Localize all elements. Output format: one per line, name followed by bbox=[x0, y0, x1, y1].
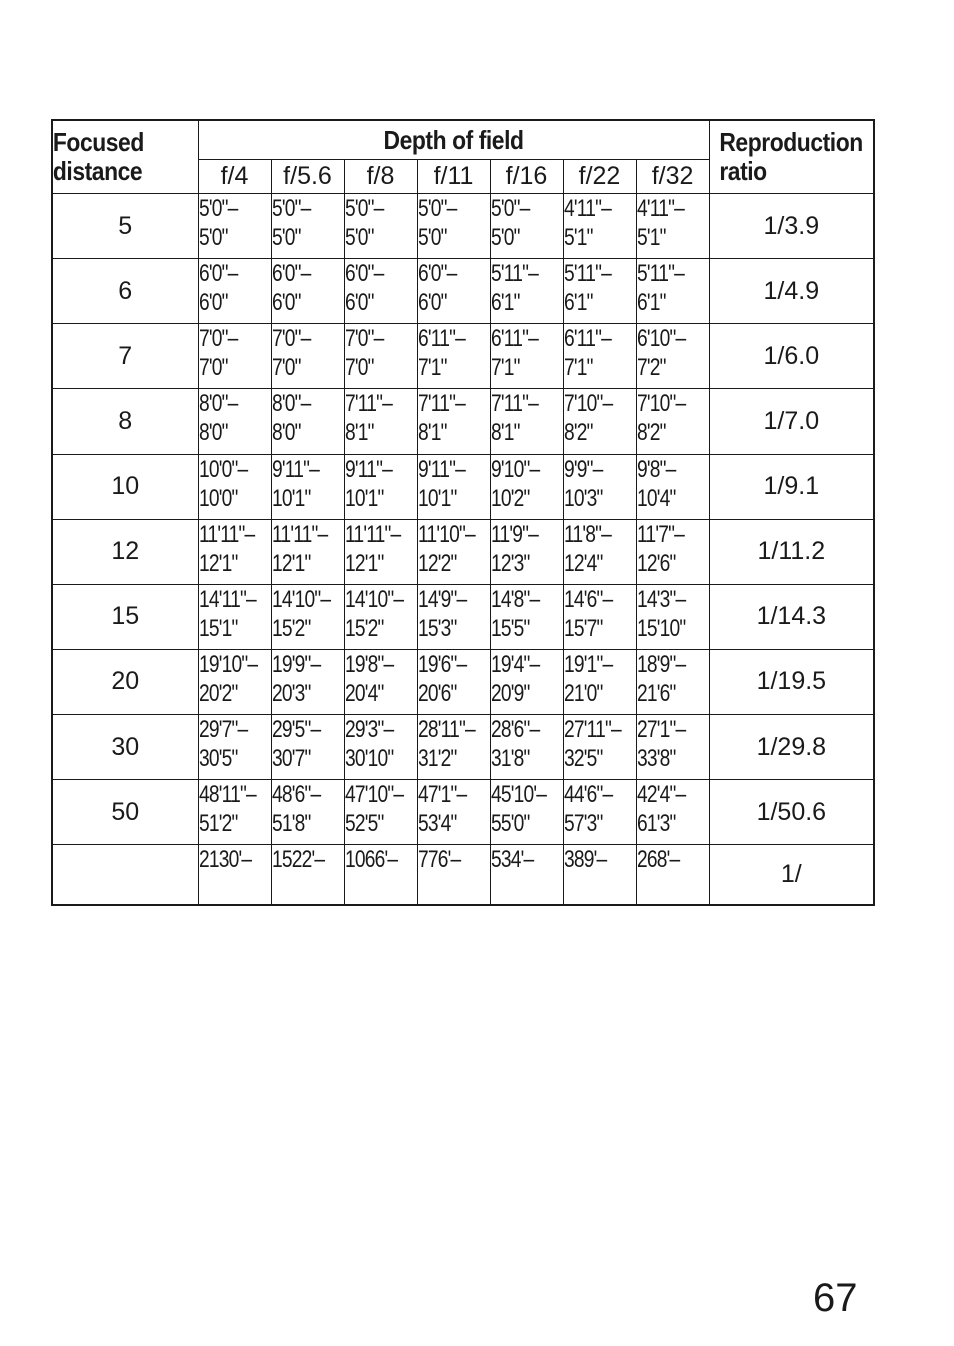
focused-distance-cell: 8 bbox=[52, 389, 198, 454]
near-limit: 18'9"– bbox=[636, 650, 685, 678]
near-limit: 44'6"– bbox=[563, 781, 612, 809]
near-limit: 14'3"– bbox=[636, 585, 685, 613]
near-limit: 14'6"– bbox=[563, 585, 612, 613]
aperture-header: f/8 bbox=[344, 160, 417, 194]
depth-of-field-header: Depth of field bbox=[229, 120, 679, 160]
depth-of-field-cell bbox=[490, 324, 563, 389]
near-limit: 9'11"– bbox=[417, 455, 465, 483]
near-limit: 6'0"– bbox=[344, 260, 384, 288]
near-limit: 28'11"– bbox=[417, 716, 475, 743]
depth-of-field-cell bbox=[198, 454, 271, 519]
depth-of-field-cell bbox=[417, 519, 490, 584]
depth-of-field-cell bbox=[271, 780, 344, 845]
depth-of-field-cell bbox=[563, 845, 636, 905]
depth-of-field-cell bbox=[417, 324, 490, 389]
depth-of-field-cell bbox=[636, 324, 709, 389]
focused-distance-cell: 6 bbox=[52, 259, 198, 324]
table-row bbox=[52, 454, 874, 519]
far-limit: 51'8" bbox=[271, 810, 311, 838]
near-limit: 14'11"– bbox=[198, 585, 256, 613]
far-limit: 7'1" bbox=[417, 354, 447, 382]
depth-of-field-cell bbox=[198, 584, 271, 649]
table-row bbox=[52, 389, 874, 454]
near-limit: 45'10'– bbox=[490, 781, 546, 809]
near-limit: 29'5"– bbox=[271, 716, 320, 743]
depth-of-field-cell bbox=[490, 649, 563, 714]
near-limit: 14'10"– bbox=[271, 585, 330, 613]
depth-of-field-cell bbox=[636, 389, 709, 454]
far-limit: 12'1" bbox=[271, 549, 311, 577]
far-limit: 7'1" bbox=[563, 354, 593, 382]
far-limit: 10'1" bbox=[344, 484, 384, 512]
far-limit: 15'5" bbox=[490, 614, 530, 642]
near-limit: 5'11"– bbox=[563, 260, 611, 288]
near-limit: 47'10"– bbox=[344, 781, 403, 809]
far-limit: 10'2" bbox=[490, 484, 530, 512]
depth-of-field-cell bbox=[271, 389, 344, 454]
depth-of-field-cell bbox=[636, 194, 709, 259]
far-limit: 57'3" bbox=[563, 810, 603, 838]
near-limit: 5'0"– bbox=[344, 195, 384, 222]
aperture-header: f/16 bbox=[490, 160, 563, 194]
ratio-header-line-1: Reproduction bbox=[719, 127, 863, 157]
depth-of-field-cell bbox=[490, 194, 563, 259]
depth-of-field-cell bbox=[417, 584, 490, 649]
far-limit: 52'5" bbox=[344, 810, 384, 838]
page-number: 67 bbox=[813, 1276, 858, 1320]
aperture-header: f/11 bbox=[417, 160, 490, 194]
far-limit: 8'2" bbox=[636, 419, 666, 447]
far-limit: 12'1" bbox=[344, 549, 384, 577]
focused-distance-cell: 7 bbox=[52, 324, 198, 389]
reproduction-ratio-cell: 1/3.9 bbox=[709, 194, 874, 259]
near-limit: 19'9"– bbox=[271, 650, 320, 678]
far-limit: 7'0" bbox=[271, 354, 301, 382]
near-limit: 5'11"– bbox=[490, 260, 538, 288]
far-limit: 10'1" bbox=[417, 484, 457, 512]
near-limit: 7'0"– bbox=[344, 325, 384, 353]
reproduction-ratio-header bbox=[719, 120, 864, 194]
depth-of-field-table bbox=[51, 119, 875, 906]
table-row bbox=[52, 715, 874, 780]
table-row bbox=[52, 259, 874, 324]
near-limit: 9'11"– bbox=[344, 455, 392, 483]
near-limit: 14'9"– bbox=[417, 585, 466, 613]
near-limit: 9'11"– bbox=[271, 455, 319, 483]
near-limit: 7'11"– bbox=[344, 390, 392, 418]
depth-of-field-cell bbox=[417, 259, 490, 324]
depth-of-field-cell bbox=[198, 845, 271, 905]
far-limit: 20'4" bbox=[344, 679, 384, 707]
table-row bbox=[52, 519, 874, 584]
far-limit: 20'9" bbox=[490, 679, 530, 707]
far-limit: 20'2" bbox=[198, 679, 238, 707]
depth-of-field-cell bbox=[271, 649, 344, 714]
far-limit: 30'5" bbox=[198, 745, 238, 772]
near-limit: 6'11"– bbox=[417, 325, 465, 353]
depth-of-field-cell bbox=[563, 324, 636, 389]
far-limit: 15'3" bbox=[417, 614, 457, 642]
near-limit: 28'6"– bbox=[490, 716, 539, 743]
ratio-header-line-2: ratio bbox=[719, 156, 767, 186]
far-limit: 15'2" bbox=[271, 614, 311, 642]
near-limit: 19'6"– bbox=[417, 650, 466, 678]
far-limit: 8'2" bbox=[563, 419, 593, 447]
far-limit: 12'2" bbox=[417, 549, 457, 577]
near-limit: 6'0"– bbox=[417, 260, 457, 288]
aperture-header: f/22 bbox=[563, 160, 636, 194]
far-limit: 61'3" bbox=[636, 810, 676, 838]
focused-distance-cell: 12 bbox=[52, 519, 198, 584]
near-limit: 268'– bbox=[636, 846, 679, 874]
focused-header-line-2: distance bbox=[52, 156, 143, 186]
table-row bbox=[52, 324, 874, 389]
depth-of-field-cell bbox=[490, 584, 563, 649]
near-limit: 534'– bbox=[490, 846, 533, 874]
near-limit: 9'9"– bbox=[563, 455, 603, 483]
near-limit: 5'0"– bbox=[417, 195, 457, 222]
table-row-infinity bbox=[52, 845, 874, 905]
table-row bbox=[52, 780, 874, 845]
near-limit: 5'0"– bbox=[198, 195, 238, 222]
near-limit: 1066'– bbox=[344, 846, 397, 874]
far-limit: 21'6" bbox=[636, 679, 676, 707]
far-limit: 33'8" bbox=[636, 745, 676, 772]
depth-of-field-cell bbox=[636, 454, 709, 519]
aperture-header: f/32 bbox=[636, 160, 709, 194]
far-limit: 6'0" bbox=[417, 289, 447, 317]
near-limit: 27'1"– bbox=[636, 716, 685, 743]
near-limit: 14'10"– bbox=[344, 585, 403, 613]
near-limit: 4'11"– bbox=[636, 195, 684, 222]
far-limit: 5'1" bbox=[563, 224, 593, 251]
depth-of-field-cell bbox=[344, 845, 417, 905]
far-limit: 51'2" bbox=[198, 810, 238, 838]
far-limit: 8'0" bbox=[271, 419, 301, 447]
far-limit: 5'0" bbox=[344, 224, 374, 251]
far-limit: 10'4" bbox=[636, 484, 676, 512]
aperture-header: f/4 bbox=[198, 160, 271, 194]
far-limit: 6'0" bbox=[344, 289, 374, 317]
far-limit: 32'5" bbox=[563, 745, 603, 772]
far-limit: 7'0" bbox=[198, 354, 228, 382]
near-limit: 11'11"– bbox=[198, 520, 254, 548]
depth-of-field-cell bbox=[198, 715, 271, 780]
focused-distance-cell: 10 bbox=[52, 454, 198, 519]
depth-of-field-cell bbox=[198, 649, 271, 714]
near-limit: 7'0"– bbox=[198, 325, 238, 353]
depth-of-field-cell bbox=[271, 259, 344, 324]
depth-of-field-cell bbox=[636, 519, 709, 584]
near-limit: 6'0"– bbox=[198, 260, 238, 288]
depth-of-field-cell bbox=[490, 519, 563, 584]
focused-distance-cell: 20 bbox=[52, 649, 198, 714]
focused-distance-cell bbox=[52, 845, 198, 905]
focused-distance-cell: 30 bbox=[52, 715, 198, 780]
depth-of-field-cell bbox=[490, 845, 563, 905]
near-limit: 6'10"– bbox=[636, 325, 685, 353]
depth-of-field-cell bbox=[563, 584, 636, 649]
far-limit: 15'7" bbox=[563, 614, 603, 642]
depth-of-field-cell bbox=[563, 649, 636, 714]
depth-of-field-cell bbox=[490, 454, 563, 519]
depth-of-field-cell bbox=[198, 519, 271, 584]
depth-of-field-cell bbox=[417, 780, 490, 845]
depth-of-field-cell bbox=[563, 519, 636, 584]
near-limit: 11'11"– bbox=[271, 520, 327, 548]
reproduction-ratio-cell: 1/4.9 bbox=[709, 259, 874, 324]
far-limit: 31'2" bbox=[417, 745, 457, 772]
near-limit: 9'8"– bbox=[636, 455, 676, 483]
depth-of-field-cell bbox=[271, 584, 344, 649]
near-limit: 4'11"– bbox=[563, 195, 611, 222]
reproduction-ratio-cell: 1/11.2 bbox=[709, 519, 874, 584]
depth-of-field-cell bbox=[344, 259, 417, 324]
depth-of-field-cell bbox=[344, 389, 417, 454]
depth-of-field-cell bbox=[636, 845, 709, 905]
table-row bbox=[52, 649, 874, 714]
near-limit: 8'0"– bbox=[271, 390, 311, 418]
focused-distance-header bbox=[52, 120, 180, 194]
near-limit: 6'11"– bbox=[490, 325, 538, 353]
near-limit: 8'0"– bbox=[198, 390, 238, 418]
far-limit: 7'0" bbox=[344, 354, 374, 382]
depth-of-field-cell bbox=[563, 194, 636, 259]
depth-of-field-cell bbox=[271, 324, 344, 389]
far-limit: 8'0" bbox=[198, 419, 228, 447]
reproduction-ratio-cell: 1/14.3 bbox=[709, 584, 874, 649]
depth-of-field-cell bbox=[198, 780, 271, 845]
depth-of-field-cell bbox=[344, 584, 417, 649]
focused-header-line-1: Focused bbox=[52, 127, 144, 157]
depth-of-field-cell bbox=[563, 715, 636, 780]
depth-of-field-cell bbox=[417, 715, 490, 780]
near-limit: 776'– bbox=[417, 846, 460, 874]
depth-of-field-cell bbox=[636, 780, 709, 845]
far-limit: 10'3" bbox=[563, 484, 603, 512]
far-limit: 12'6" bbox=[636, 549, 676, 577]
near-limit: 5'0"– bbox=[490, 195, 530, 222]
far-limit: 6'0" bbox=[271, 289, 301, 317]
depth-of-field-cell bbox=[563, 454, 636, 519]
far-limit: 5'0" bbox=[271, 224, 301, 251]
depth-of-field-cell bbox=[198, 194, 271, 259]
focused-distance-cell: 50 bbox=[52, 780, 198, 845]
depth-of-field-cell bbox=[198, 259, 271, 324]
reproduction-ratio-cell: 1/50.6 bbox=[709, 780, 874, 845]
far-limit: 6'1" bbox=[490, 289, 520, 317]
near-limit: 48'11"– bbox=[198, 781, 256, 809]
near-limit: 5'11"– bbox=[636, 260, 684, 288]
depth-of-field-cell bbox=[417, 845, 490, 905]
near-limit: 11'9"– bbox=[490, 520, 538, 548]
depth-of-field-cell bbox=[636, 584, 709, 649]
aperture-header: f/5.6 bbox=[271, 160, 344, 194]
far-limit: 5'0" bbox=[417, 224, 447, 251]
table-row bbox=[52, 194, 874, 259]
far-limit: 30'10" bbox=[344, 745, 393, 772]
focused-distance-cell: 5 bbox=[52, 194, 198, 259]
depth-of-field-cell bbox=[490, 389, 563, 454]
depth-of-field-cell bbox=[344, 454, 417, 519]
reproduction-ratio-cell: 1/19.5 bbox=[709, 649, 874, 714]
far-limit: 7'2" bbox=[636, 354, 666, 382]
far-limit: 8'1" bbox=[490, 419, 520, 447]
reproduction-ratio-cell: 1/29.8 bbox=[709, 715, 874, 780]
depth-of-field-cell bbox=[417, 649, 490, 714]
depth-of-field-cell bbox=[344, 649, 417, 714]
depth-of-field-cell bbox=[490, 715, 563, 780]
depth-of-field-cell bbox=[417, 454, 490, 519]
depth-of-field-cell bbox=[344, 780, 417, 845]
near-limit: 29'7"– bbox=[198, 716, 247, 743]
depth-of-field-cell bbox=[344, 715, 417, 780]
far-limit: 8'1" bbox=[417, 419, 447, 447]
reproduction-ratio-cell: 1/9.1 bbox=[709, 454, 874, 519]
far-limit: 20'3" bbox=[271, 679, 311, 707]
depth-of-field-cell bbox=[417, 194, 490, 259]
near-limit: 1522'– bbox=[271, 846, 324, 874]
near-limit: 7'10"– bbox=[636, 390, 685, 418]
far-limit: 12'3" bbox=[490, 549, 530, 577]
far-limit: 53'4" bbox=[417, 810, 457, 838]
depth-of-field-cell bbox=[198, 324, 271, 389]
far-limit: 12'4" bbox=[563, 549, 603, 577]
far-limit: 10'1" bbox=[271, 484, 311, 512]
near-limit: 10'0"– bbox=[198, 455, 247, 483]
near-limit: 19'10"– bbox=[198, 650, 257, 678]
reproduction-ratio-cell: 1/ bbox=[709, 845, 874, 905]
far-limit: 12'1" bbox=[198, 549, 238, 577]
near-limit: 7'0"– bbox=[271, 325, 311, 353]
depth-of-field-cell bbox=[636, 649, 709, 714]
depth-of-field-cell bbox=[271, 845, 344, 905]
depth-of-field-cell bbox=[344, 324, 417, 389]
depth-of-field-cell bbox=[636, 715, 709, 780]
far-limit: 15'1" bbox=[198, 614, 238, 642]
near-limit: 2130'– bbox=[198, 846, 251, 874]
near-limit: 14'8"– bbox=[490, 585, 539, 613]
near-limit: 389'– bbox=[563, 846, 606, 874]
depth-of-field-cell bbox=[563, 780, 636, 845]
near-limit: 7'11"– bbox=[417, 390, 465, 418]
near-limit: 11'8"– bbox=[563, 520, 611, 548]
near-limit: 42'4"– bbox=[636, 781, 685, 809]
far-limit: 30'7" bbox=[271, 745, 311, 772]
far-limit: 5'0" bbox=[490, 224, 520, 251]
near-limit: 29'3"– bbox=[344, 716, 393, 743]
near-limit: 5'0"– bbox=[271, 195, 311, 222]
depth-of-field-cell bbox=[271, 454, 344, 519]
near-limit: 11'10"– bbox=[417, 520, 475, 548]
table-row bbox=[52, 584, 874, 649]
depth-of-field-cell bbox=[271, 519, 344, 584]
focused-distance-cell: 15 bbox=[52, 584, 198, 649]
header-row-1 bbox=[52, 120, 874, 160]
depth-of-field-cell bbox=[563, 389, 636, 454]
far-limit: 8'1" bbox=[344, 419, 374, 447]
near-limit: 19'4"– bbox=[490, 650, 539, 678]
far-limit: 7'1" bbox=[490, 354, 520, 382]
near-limit: 27'11"– bbox=[563, 716, 621, 743]
near-limit: 6'0"– bbox=[271, 260, 311, 288]
depth-of-field-cell bbox=[344, 194, 417, 259]
depth-of-field-cell bbox=[490, 259, 563, 324]
near-limit: 7'11"– bbox=[490, 390, 538, 418]
far-limit: 20'6" bbox=[417, 679, 457, 707]
far-limit: 55'0" bbox=[490, 810, 530, 838]
reproduction-ratio-cell: 1/7.0 bbox=[709, 389, 874, 454]
far-limit: 21'0" bbox=[563, 679, 603, 707]
table-body bbox=[52, 194, 874, 906]
reproduction-ratio-cell: 1/6.0 bbox=[709, 324, 874, 389]
far-limit: 6'1" bbox=[563, 289, 593, 317]
depth-of-field-cell bbox=[636, 259, 709, 324]
far-limit: 10'0" bbox=[198, 484, 238, 512]
depth-of-field-cell bbox=[271, 715, 344, 780]
near-limit: 9'10"– bbox=[490, 455, 539, 483]
far-limit: 6'1" bbox=[636, 289, 666, 317]
depth-of-field-cell bbox=[417, 389, 490, 454]
near-limit: 6'11"– bbox=[563, 325, 611, 353]
far-limit: 15'2" bbox=[344, 614, 384, 642]
near-limit: 19'8"– bbox=[344, 650, 393, 678]
depth-of-field-cell bbox=[198, 389, 271, 454]
near-limit: 19'1"– bbox=[563, 650, 612, 678]
near-limit: 11'11"– bbox=[344, 520, 400, 548]
near-limit: 11'7"– bbox=[636, 520, 684, 548]
near-limit: 47'1"– bbox=[417, 781, 466, 809]
far-limit: 6'0" bbox=[198, 289, 228, 317]
far-limit: 5'0" bbox=[198, 224, 228, 251]
depth-of-field-cell bbox=[490, 780, 563, 845]
near-limit: 48'6"– bbox=[271, 781, 320, 809]
depth-of-field-cell bbox=[344, 519, 417, 584]
far-limit: 31'8" bbox=[490, 745, 530, 772]
depth-of-field-cell bbox=[271, 194, 344, 259]
far-limit: 15'10" bbox=[636, 614, 685, 642]
near-limit: 7'10"– bbox=[563, 390, 612, 418]
depth-of-field-cell bbox=[563, 259, 636, 324]
far-limit: 5'1" bbox=[636, 224, 666, 251]
